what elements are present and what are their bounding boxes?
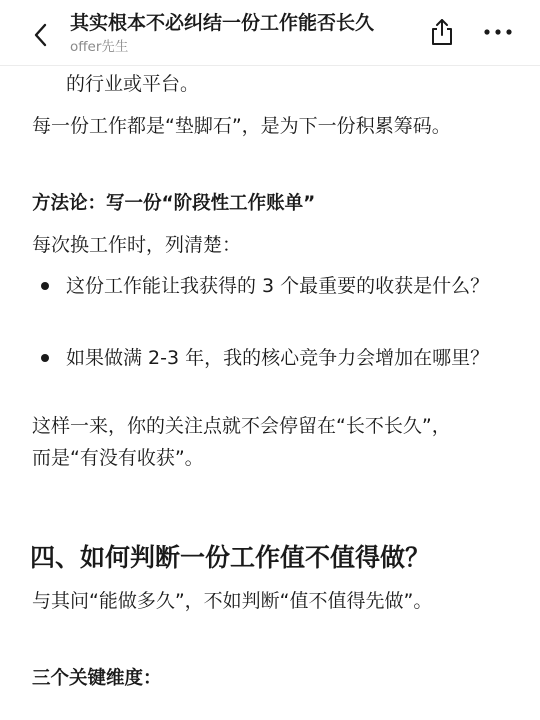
dimensions-heading: 三个关键维度：	[32, 668, 162, 689]
bullet-item: 这份工作能让我获得的 3 个最重要的收获是什么？	[66, 275, 490, 297]
paragraph-stepping-stone: 每一份工作都是“垫脚石”，是为下一份积累筹码。	[32, 115, 451, 137]
method-intro: 每次换工作时，列清楚：	[32, 234, 242, 256]
bullet-dot	[41, 282, 49, 290]
method-heading: 方法论：写一份“阶段性工作账单”	[32, 193, 316, 214]
more-options-button[interactable]	[482, 20, 514, 44]
back-button[interactable]	[26, 20, 56, 50]
paragraph-focus-line2: 而是“有没有收获”。	[32, 447, 204, 469]
chevron-left-icon	[26, 20, 56, 50]
share-button[interactable]	[428, 16, 456, 48]
article-body[interactable]	[0, 66, 540, 720]
paragraph-focus-line1: 这样一来，你的关注点就不会停留在“长不长久”，	[32, 415, 451, 437]
author-name[interactable]: offer先生	[70, 39, 129, 55]
section-heading: 四、如何判断一份工作值不值得做？	[30, 543, 431, 572]
more-dots-icon	[482, 20, 514, 44]
bullet-dot	[41, 354, 49, 362]
page-title: 其实根本不必纠结一份工作能否长久	[70, 12, 375, 34]
bullet-item: 如果做满 2-3 年，我的核心竞争力会增加在哪里？	[66, 347, 490, 369]
share-icon	[428, 16, 456, 48]
paragraph-continuation: 的行业或平台。	[66, 73, 200, 95]
header-title-block	[70, 9, 425, 56]
section-paragraph: 与其问“能做多久”，不如判断“值不值得先做”。	[32, 590, 433, 612]
top-nav-bar	[0, 0, 540, 66]
